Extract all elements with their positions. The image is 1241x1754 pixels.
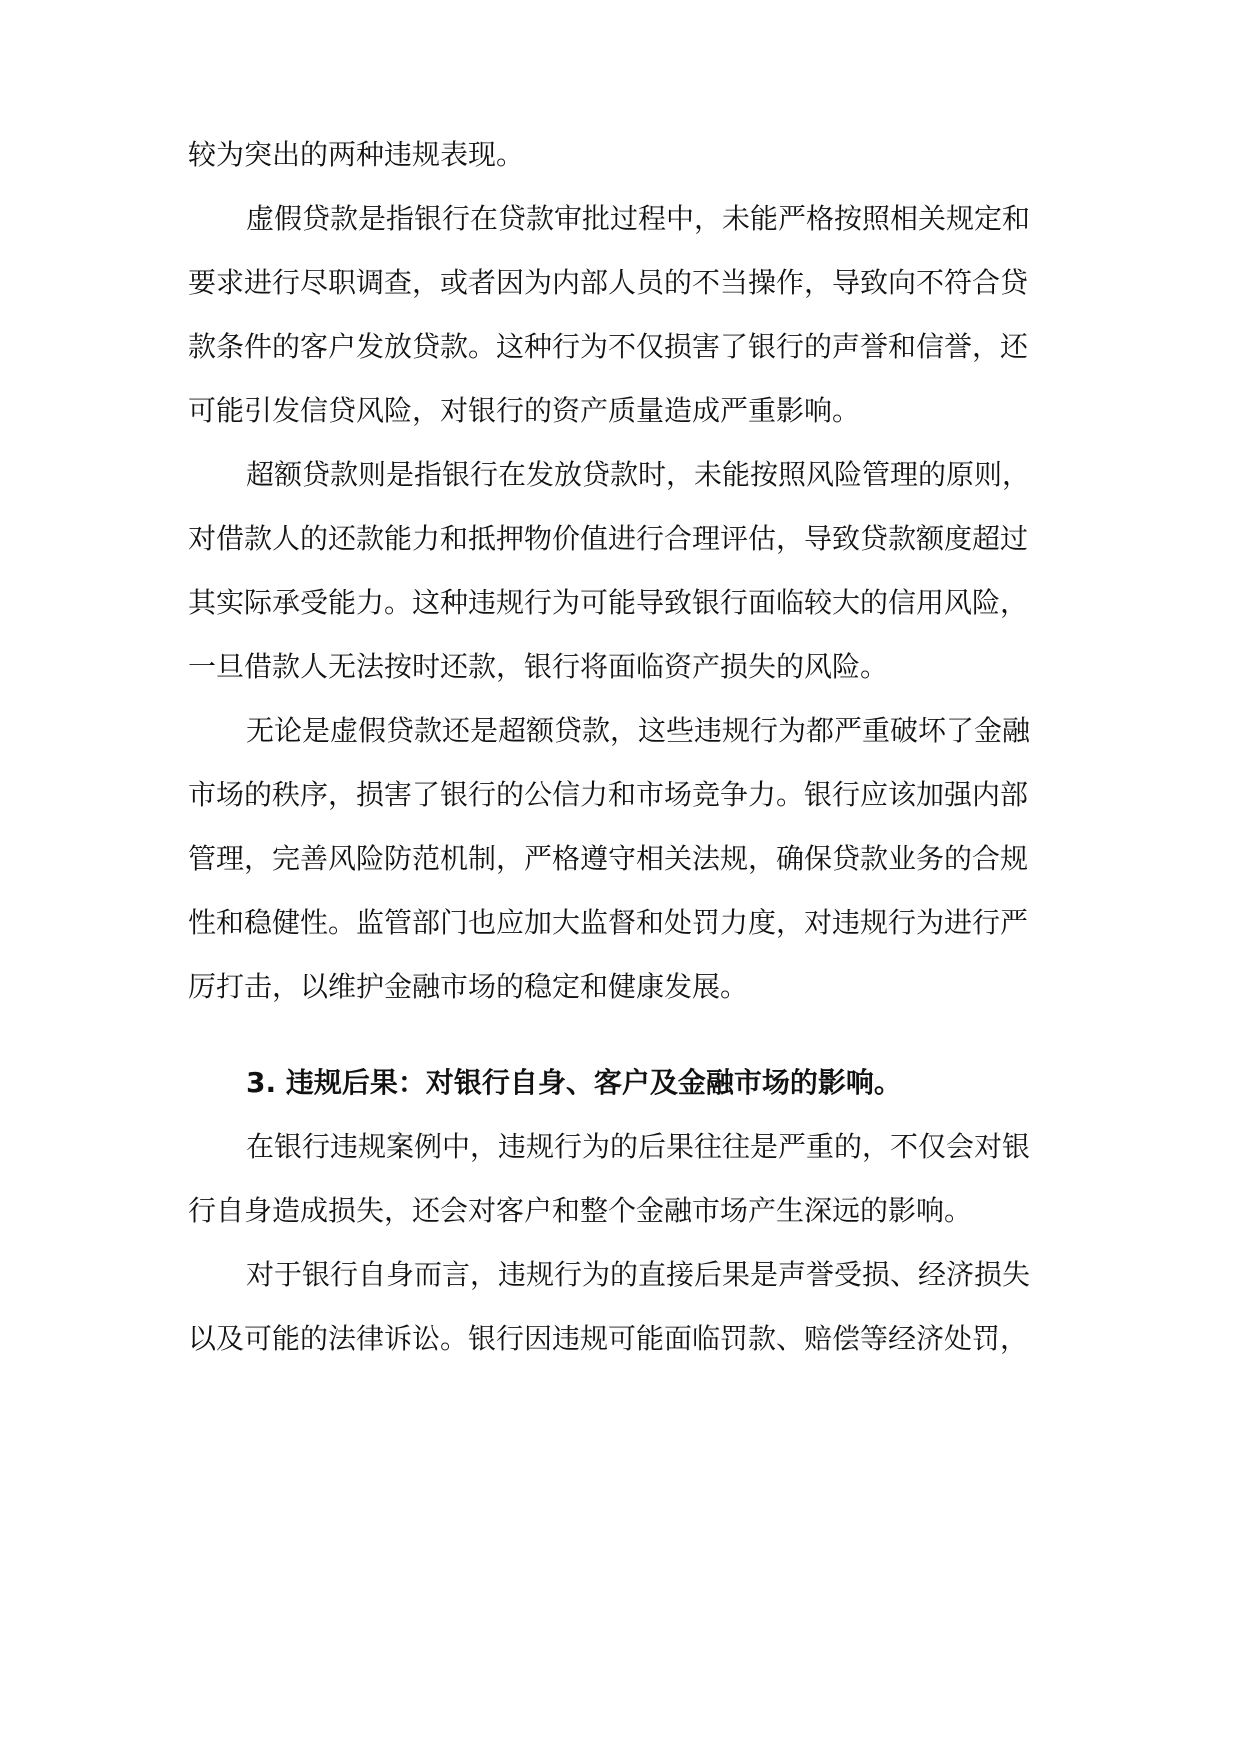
section-heading: 3. 违规后果：对银行自身、客户及金融市场的影响。 bbox=[246, 1066, 902, 1099]
paragraph-first-line: 虚假贷款是指银行在贷款审批过程中，未能严格按照相关规定和 bbox=[246, 202, 1031, 235]
paragraph-first-line: 对于银行自身而言，违规行为的直接后果是声誉受损、经济损失 bbox=[246, 1258, 1031, 1291]
text-line: 厉打击，以维护金融市场的稳定和健康发展。 bbox=[188, 970, 749, 1003]
text-line: 管理，完善风险防范机制，严格遵守相关法规，确保贷款业务的合规 bbox=[188, 842, 1029, 875]
paragraph-first-line: 超额贷款则是指银行在发放贷款时，未能按照风险管理的原则， bbox=[246, 458, 1031, 491]
paragraph-first-line: 无论是虚假贷款还是超额贷款，这些违规行为都严重破坏了金融 bbox=[246, 714, 1031, 747]
text-line: 市场的秩序，损害了银行的公信力和市场竞争力。银行应该加强内部 bbox=[188, 778, 1029, 811]
text-line: 行自身造成损失，还会对客户和整个金融市场产生深远的影响。 bbox=[188, 1194, 973, 1227]
text-line: 性和稳健性。监管部门也应加大监督和处罚力度，对违规行为进行严 bbox=[188, 906, 1029, 939]
text-line: 一旦借款人无法按时还款，银行将面临资产损失的风险。 bbox=[188, 650, 889, 683]
text-line: 其实际承受能力。这种违规行为可能导致银行面临较大的信用风险， bbox=[188, 586, 1029, 619]
text-line: 对借款人的还款能力和抵押物价值进行合理评估，导致贷款额度超过 bbox=[188, 522, 1029, 555]
paragraph-first-line: 在银行违规案例中，违规行为的后果往往是严重的，不仅会对银 bbox=[246, 1130, 1031, 1163]
text-line: 要求进行尽职调查，或者因为内部人员的不当操作，导致向不符合贷 bbox=[188, 266, 1029, 299]
text-line: 以及可能的法律诉讼。银行因违规可能面临罚款、赔偿等经济处罚， bbox=[188, 1322, 1029, 1355]
text-line: 较为突出的两种违规表现。 bbox=[188, 138, 525, 171]
text-line: 款条件的客户发放贷款。这种行为不仅损害了银行的声誉和信誉，还 bbox=[188, 330, 1029, 363]
text-line: 可能引发信贷风险，对银行的资产质量造成严重影响。 bbox=[188, 394, 861, 427]
